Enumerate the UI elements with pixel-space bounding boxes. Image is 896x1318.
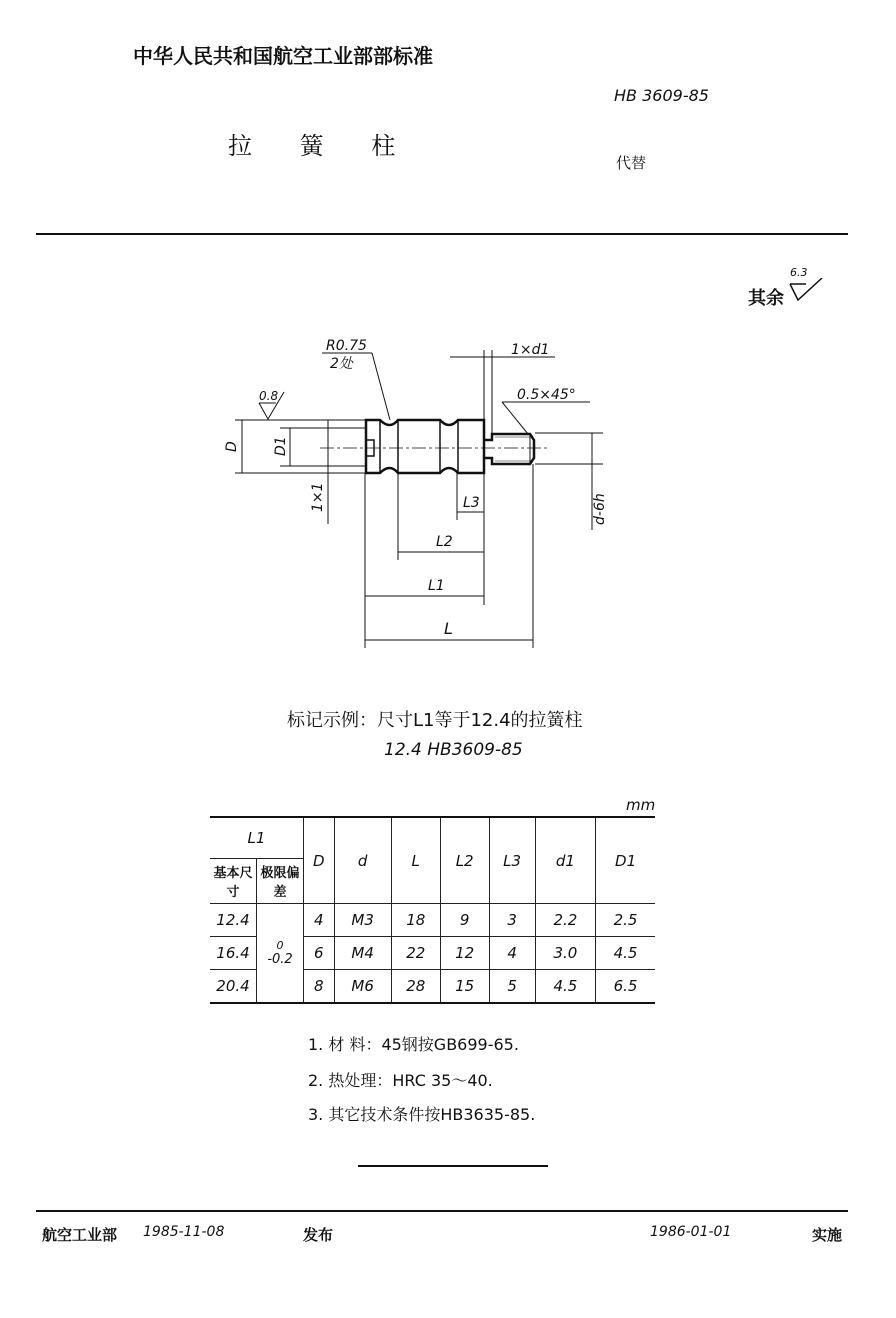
- cell-L3: 5: [489, 970, 535, 1004]
- header-L3: L3: [489, 817, 535, 904]
- header-D: D: [304, 817, 335, 904]
- surface-finish-label: 其余: [748, 288, 784, 309]
- header-d: d: [334, 817, 391, 904]
- local-finish-label: 0.8: [259, 389, 279, 403]
- cell-d: M6: [334, 970, 391, 1004]
- tolerance-lower: -0.2: [267, 952, 293, 967]
- cell-D1: 6.5: [596, 970, 655, 1004]
- cell-L: 28: [391, 970, 440, 1004]
- cell-D: 4: [304, 904, 335, 937]
- cell-L1: 16.4: [210, 937, 257, 970]
- fillet-count-label: 2处: [330, 356, 353, 372]
- unit-label: mm: [626, 796, 656, 814]
- cell-L3: 4: [489, 937, 535, 970]
- cell-d: M4: [334, 937, 391, 970]
- header-basic-size: 基本尺寸: [210, 859, 257, 904]
- surface-finish-value: 6.3: [790, 266, 808, 279]
- cell-D: 8: [304, 970, 335, 1004]
- cell-d1: 2.2: [535, 904, 596, 937]
- header-L1: L1: [210, 817, 304, 859]
- note-other-conditions: 3. 其它技术条件按HB3635-85.: [308, 1105, 536, 1124]
- end-rule: [358, 1165, 548, 1167]
- dim-L2-label: L2: [436, 534, 453, 550]
- header-D1: D1: [596, 817, 655, 904]
- marking-example-title: 标记示例：尺寸L1等于12.4的拉簧柱: [287, 710, 583, 731]
- dim-L1-label: L1: [428, 578, 445, 594]
- issuer: 航空工业部: [42, 1226, 118, 1244]
- cell-L3: 3: [489, 904, 535, 937]
- groove-label: 1×d1: [511, 342, 550, 358]
- cell-tolerance: [257, 904, 304, 1004]
- footer-divider: [36, 1210, 848, 1212]
- dim-1x1-label: 1×1: [310, 482, 326, 512]
- header-L2: L2: [440, 817, 489, 904]
- table-row: [210, 904, 655, 937]
- cell-d1: 4.5: [535, 970, 596, 1004]
- cell-L: 22: [391, 937, 440, 970]
- header-d1: d1: [535, 817, 596, 904]
- cell-D: 6: [304, 937, 335, 970]
- tolerance-upper: 0: [276, 939, 284, 952]
- org-title: 中华人民共和国航空工业部部标准: [133, 44, 433, 68]
- cell-D1: 2.5: [596, 904, 655, 937]
- replaces-label: 代替: [616, 154, 647, 172]
- fillet-label: R0.75: [326, 338, 367, 354]
- dim-L3-label: L3: [463, 495, 480, 511]
- cell-L1: 12.4: [210, 904, 257, 937]
- dim-D1-label: D1: [273, 436, 289, 456]
- cell-d: M3: [334, 904, 391, 937]
- dim-D-label: D: [224, 441, 240, 452]
- dimension-table: [210, 816, 655, 1004]
- cell-D1: 4.5: [596, 937, 655, 970]
- effective-label: 实施: [812, 1226, 843, 1244]
- chamfer-label: 0.5×45°: [517, 387, 576, 403]
- effective-date: 1986-01-01: [650, 1224, 732, 1240]
- cell-L2: 9: [440, 904, 489, 937]
- part-body: [366, 420, 484, 473]
- note-material: 1. 材 料：45钢按GB699-65.: [308, 1035, 519, 1054]
- part-name: 拉 簧 柱: [228, 132, 416, 160]
- dim-d-label: d-6h: [592, 493, 608, 525]
- cell-L1: 20.4: [210, 970, 257, 1004]
- cell-d1: 3.0: [535, 937, 596, 970]
- marking-example-code: 12.4 HB3609-85: [384, 740, 523, 760]
- standard-number: HB 3609-85: [614, 86, 709, 105]
- header-L: L: [391, 817, 440, 904]
- issue-date: 1985-11-08: [143, 1224, 225, 1240]
- cell-L2: 15: [440, 970, 489, 1004]
- issue-label: 发布: [303, 1226, 334, 1244]
- dim-L-label: L: [444, 619, 453, 638]
- cell-L2: 12: [440, 937, 489, 970]
- cell-L: 18: [391, 904, 440, 937]
- note-heat-treatment: 2. 热处理：HRC 35～40.: [308, 1071, 493, 1090]
- header-tolerance: 极限偏差: [257, 859, 304, 904]
